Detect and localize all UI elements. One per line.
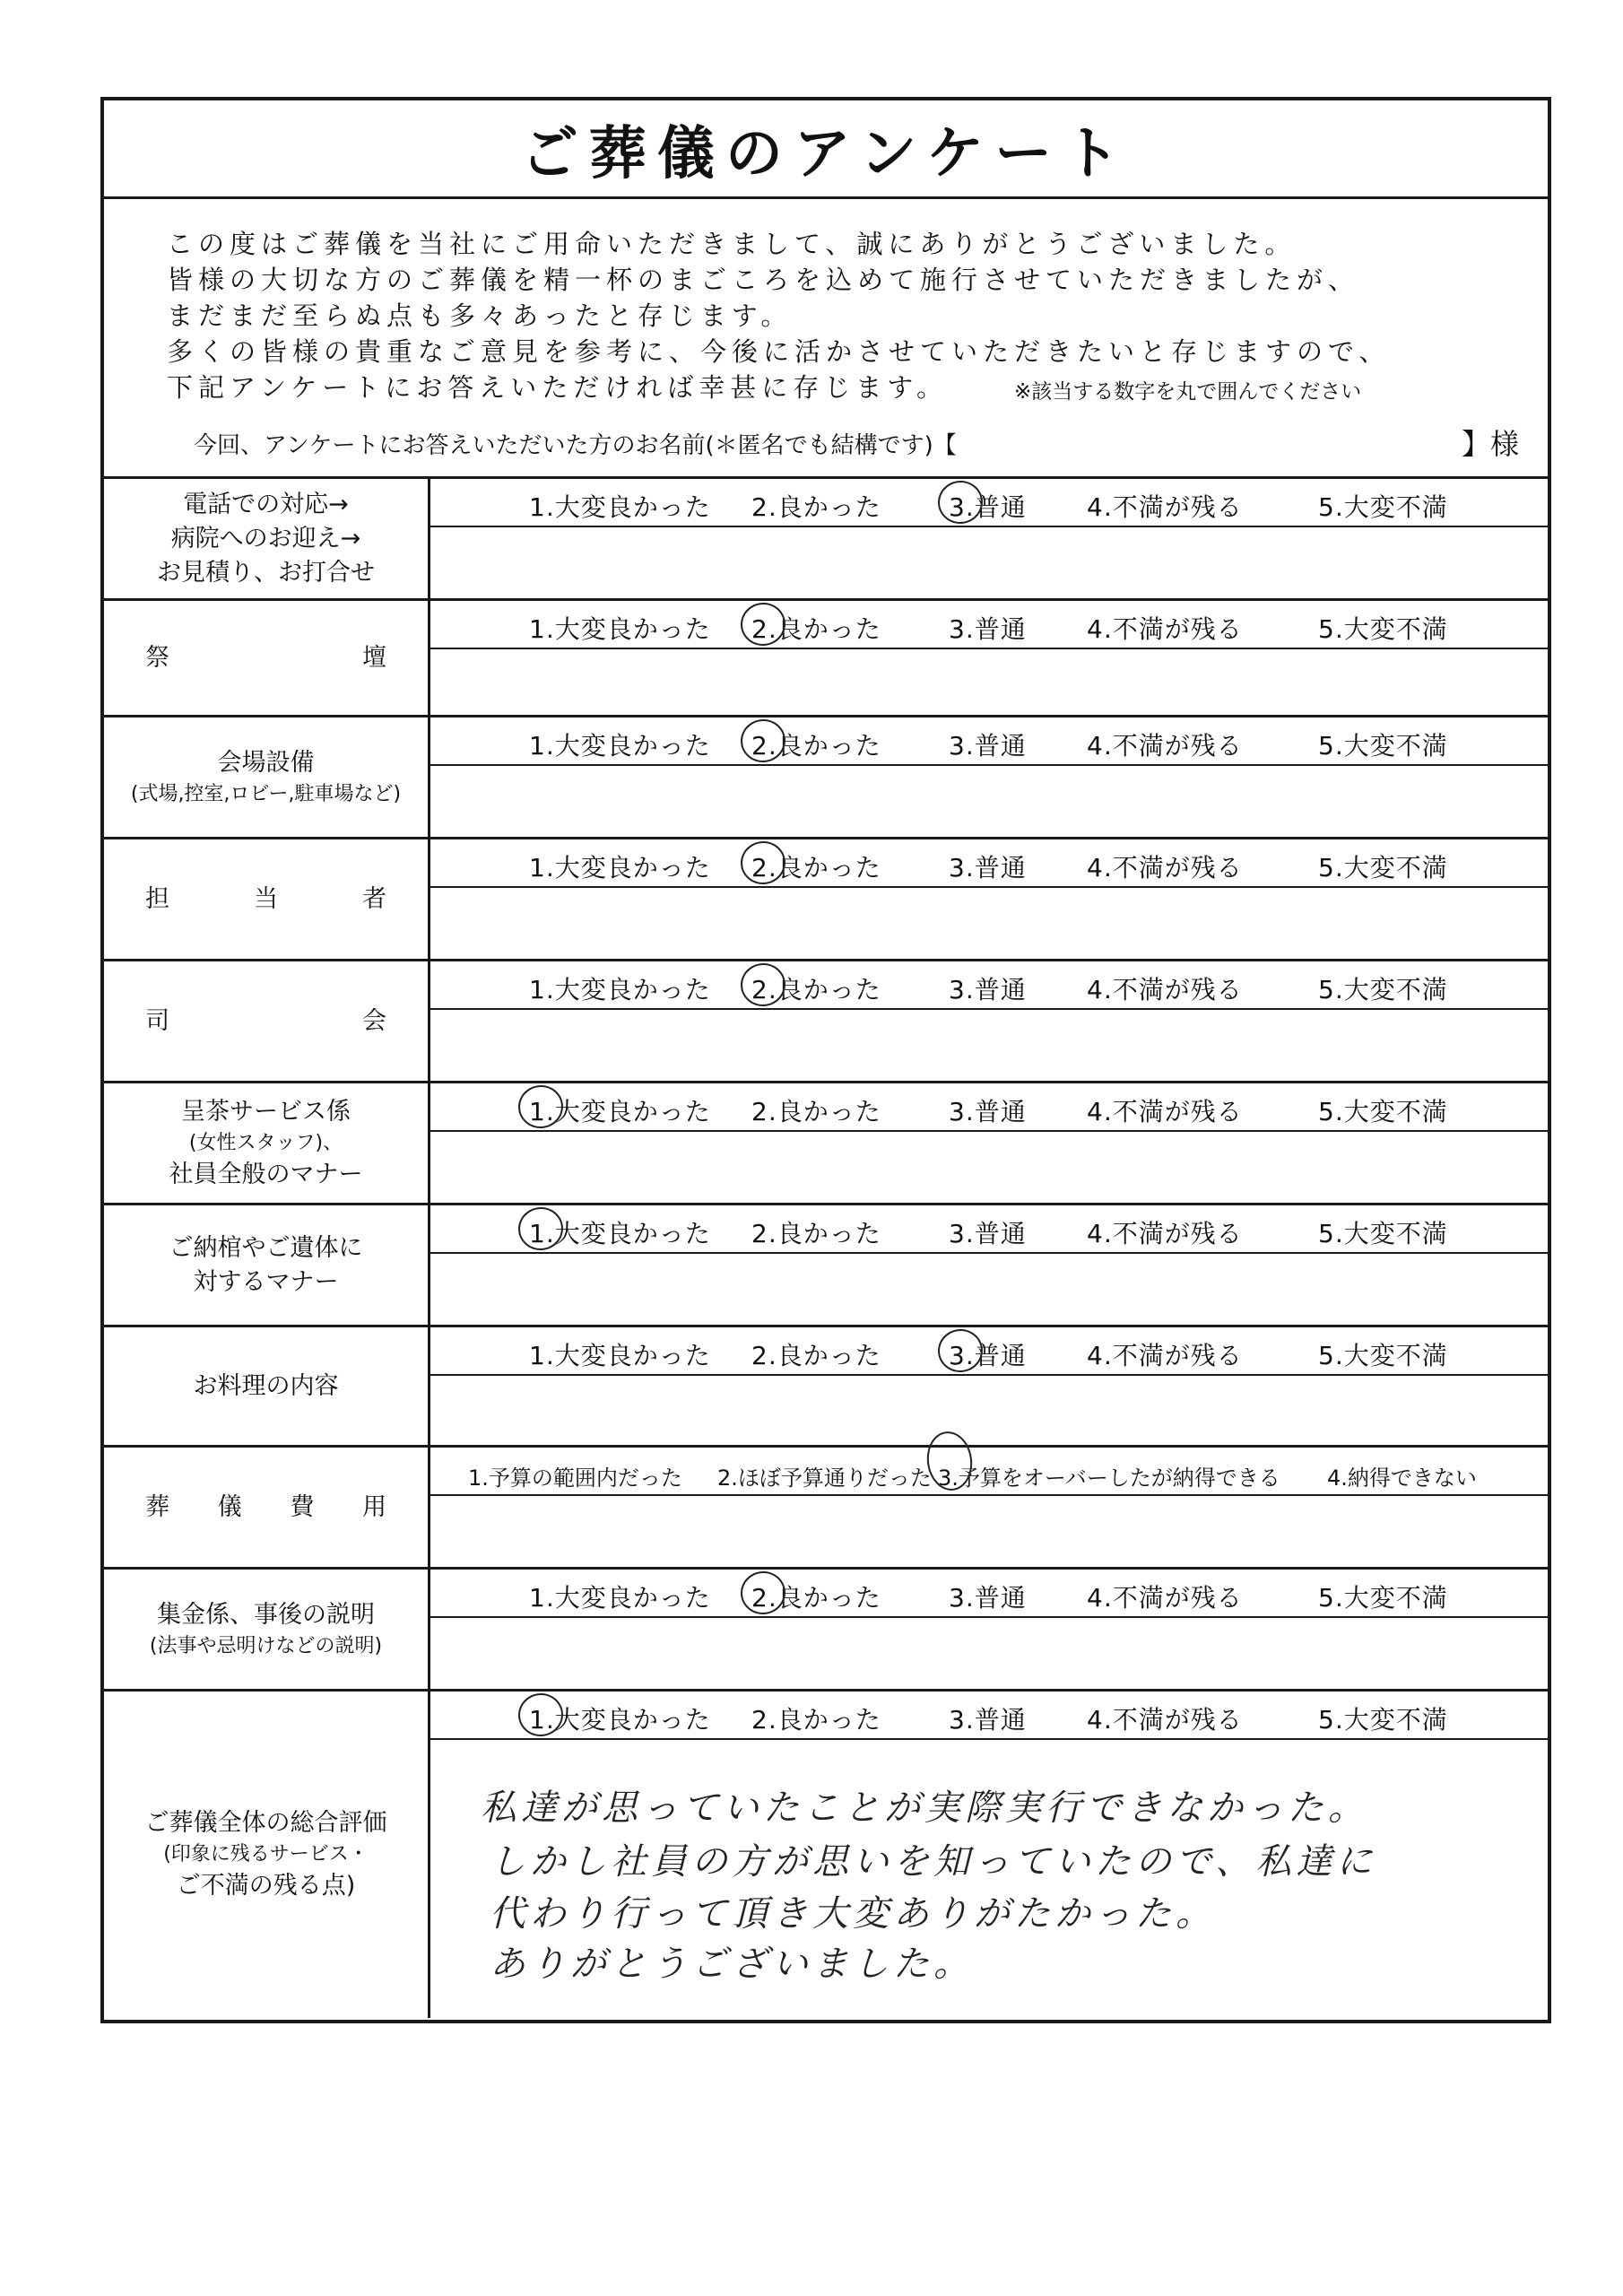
rating-option-1[interactable]: 1.大変良かった	[529, 1219, 711, 1248]
category-cell	[104, 1448, 430, 1567]
rating-option-1[interactable]: 1.大変良かった	[529, 731, 711, 761]
rating-option-5[interactable]: 5.大変不満	[1318, 731, 1448, 761]
options-strip	[430, 839, 1548, 888]
category-label: 会場設備	[217, 748, 315, 777]
rating-option-3[interactable]: 3.普通	[949, 614, 1027, 644]
options-strip	[430, 479, 1548, 527]
survey-form	[100, 97, 1551, 2023]
rating-option-5[interactable]: 5.大変不満	[1318, 975, 1448, 1004]
category-char: 当	[254, 884, 278, 913]
options-strip	[430, 1570, 1548, 1618]
rating-option-4[interactable]: 4.不満が残る	[1087, 1219, 1243, 1248]
rating-option-1[interactable]: 1.大変良かった	[529, 1097, 711, 1126]
rating-row	[104, 1448, 1548, 1570]
rating-option-5[interactable]: 5.大変不満	[1318, 1341, 1448, 1370]
rating-option-3[interactable]: 3.普通	[949, 1705, 1027, 1735]
rating-option-1[interactable]: 1.大変良かった	[529, 1705, 711, 1735]
name-field-label: 今回、アンケートにお答えいただいた方のお名前(＊匿名でも結構です)【	[194, 432, 957, 459]
name-field-end: 】様	[1462, 427, 1520, 461]
category-char: 担	[145, 884, 169, 913]
category-label: (印象に残るサービス・	[163, 1843, 369, 1866]
intro-line: 多くの皆様の貴重なご意見を参考に、今後に活かさせていただきたいと存じますので、	[167, 336, 1391, 367]
options-strip	[430, 961, 1548, 1010]
rating-option-4[interactable]: 4.納得できない	[1327, 1465, 1477, 1491]
rating-option-4[interactable]: 4.不満が残る	[1087, 1583, 1243, 1613]
rating-option-5[interactable]: 5.大変不満	[1318, 1097, 1448, 1126]
rating-option-2[interactable]: 2.良かった	[751, 1341, 881, 1370]
rating-option-1[interactable]: 1.予算の範囲内だった	[468, 1465, 682, 1491]
rating-option-2[interactable]: 2.良かった	[751, 1097, 881, 1126]
category-cell	[104, 839, 430, 959]
category-char: 会	[362, 1006, 386, 1035]
intro-section	[104, 199, 1548, 479]
options-strip	[430, 1205, 1548, 1254]
rating-option-3[interactable]: 3.予算をオーバーしたが納得できる	[938, 1465, 1280, 1491]
rating-option-4[interactable]: 4.不満が残る	[1087, 1341, 1243, 1370]
category-char: 司	[145, 1006, 169, 1035]
rating-option-2[interactable]: 2.良かった	[751, 1705, 881, 1735]
rating-row	[104, 1570, 1548, 1692]
category-label: お見積り、お打合せ	[157, 558, 375, 587]
rating-option-2[interactable]: 2.良かった	[751, 614, 881, 644]
rating-option-3[interactable]: 3.普通	[949, 1097, 1027, 1126]
category-label: 呈茶サービス係	[181, 1097, 351, 1126]
rating-row	[104, 718, 1548, 839]
category-label: 社員全般のマナー	[169, 1160, 363, 1188]
rating-option-4[interactable]: 4.不満が残る	[1087, 1097, 1243, 1126]
category-label	[104, 1491, 428, 1525]
category-char: 祭	[145, 643, 169, 672]
rating-option-3[interactable]: 3.普通	[949, 853, 1027, 883]
options-strip	[430, 1448, 1548, 1496]
handwritten-comment-line: 代わり行って頂き大変ありがたかった。	[490, 1893, 1216, 1935]
rating-option-5[interactable]: 5.大変不満	[1318, 1583, 1448, 1613]
rating-option-1[interactable]: 1.大変良かった	[529, 492, 711, 522]
category-cell	[104, 718, 430, 837]
intro-line: 皆様の大切な方のご葬儀を精一杯のまごころを込めて施行させていただきましたが、	[167, 265, 1360, 295]
title-bar	[104, 100, 1548, 199]
rating-option-1[interactable]: 1.大変良かった	[529, 614, 711, 644]
rating-option-4[interactable]: 4.不満が残る	[1087, 853, 1243, 883]
rating-option-5[interactable]: 5.大変不満	[1318, 1219, 1448, 1248]
intro-line: まだまだ至らぬ点も多々あったと存じます。	[167, 300, 793, 331]
category-cell	[104, 1083, 430, 1203]
rating-option-2[interactable]: 2.良かった	[751, 731, 881, 761]
rating-option-5[interactable]: 5.大変不満	[1318, 1705, 1448, 1735]
category-char: 費	[290, 1492, 315, 1521]
category-cell	[104, 1692, 430, 2018]
rating-row	[104, 961, 1548, 1083]
category-char: 壇	[362, 643, 386, 672]
instruction-note: ※該当する数字を丸で囲んでください	[1014, 380, 1362, 404]
category-label	[104, 641, 428, 675]
options-strip	[430, 601, 1548, 649]
category-label: (女性スタッフ)、	[188, 1131, 343, 1154]
category-char: 用	[361, 1492, 386, 1521]
rating-option-2[interactable]: 2.良かった	[751, 975, 881, 1004]
category-label: 電話での対応→	[183, 490, 349, 518]
category-cell	[104, 961, 430, 1081]
rating-option-2[interactable]: 2.良かった	[751, 492, 881, 522]
rating-option-2[interactable]: 2.良かった	[751, 1219, 881, 1248]
options-strip	[430, 1692, 1548, 1740]
category-label	[104, 1004, 428, 1039]
rating-option-3[interactable]: 3.普通	[949, 492, 1027, 522]
rating-option-4[interactable]: 4.不満が残る	[1087, 975, 1243, 1004]
rating-option-2[interactable]: 2.ほぼ予算通りだった	[717, 1465, 932, 1491]
rating-option-4[interactable]: 4.不満が残る	[1087, 731, 1243, 761]
category-cell	[104, 601, 430, 715]
rating-option-5[interactable]: 5.大変不満	[1318, 853, 1448, 883]
rating-option-1[interactable]: 1.大変良かった	[529, 853, 711, 883]
intro-line: この度はご葬儀を当社にご用命いただきまして、誠にありがとうございました。	[167, 229, 1297, 259]
category-label: お料理の内容	[193, 1371, 339, 1400]
category-label: 病院へのお迎え→	[170, 524, 361, 552]
rating-option-3[interactable]: 3.普通	[949, 1341, 1027, 1370]
rating-option-3[interactable]: 3.普通	[949, 1583, 1027, 1613]
handwritten-comment-line: 私達が思っていたことが実際実行できなかった。	[481, 1787, 1368, 1829]
handwritten-comment-line: ありがとうございました。	[490, 1944, 974, 1985]
category-cell	[104, 479, 430, 598]
category-label: ご納棺やご遺体に	[169, 1233, 363, 1262]
rating-option-3[interactable]: 3.普通	[949, 1219, 1027, 1248]
category-label: (法事や忌明けなどの説明)	[149, 1634, 383, 1657]
rating-row	[104, 1083, 1548, 1205]
rating-row	[104, 479, 1548, 601]
rating-row	[104, 1327, 1548, 1448]
options-strip	[430, 1327, 1548, 1376]
category-label	[104, 883, 428, 917]
options-strip	[430, 1083, 1548, 1132]
category-label: 集金係、事後の説明	[157, 1600, 375, 1629]
rating-option-5[interactable]: 5.大変不満	[1318, 492, 1448, 522]
category-label: ご不満の残る点)	[176, 1872, 356, 1900]
options-strip	[430, 718, 1548, 766]
form-title: ご葬儀のアンケート	[520, 120, 1132, 187]
rating-option-1[interactable]: 1.大変良かった	[529, 1583, 711, 1613]
category-label: 対するマナー	[193, 1267, 339, 1296]
category-char: 者	[362, 884, 386, 913]
handwritten-comment-line: しかし社員の方が思いを知っていたので、私達に	[490, 1841, 1377, 1883]
rating-option-4[interactable]: 4.不満が残る	[1087, 1705, 1243, 1735]
rating-option-2[interactable]: 2.良かった	[751, 853, 881, 883]
rating-option-3[interactable]: 3.普通	[949, 975, 1027, 1004]
category-label: (式場,控室,ロビー,駐車場など)	[130, 782, 402, 805]
category-cell	[104, 1205, 430, 1325]
category-cell	[104, 1570, 430, 1689]
category-char: 儀	[217, 1492, 242, 1521]
rating-option-2[interactable]: 2.良かった	[751, 1583, 881, 1613]
rating-option-5[interactable]: 5.大変不満	[1318, 614, 1448, 644]
rating-option-1[interactable]: 1.大変良かった	[529, 975, 711, 1004]
intro-line: 下記アンケートにお答えいただければ幸甚に存じます。	[167, 372, 948, 403]
rating-option-3[interactable]: 3.普通	[949, 731, 1027, 761]
rating-option-1[interactable]: 1.大変良かった	[529, 1341, 711, 1370]
rating-row	[104, 839, 1548, 961]
category-char: 葬	[145, 1492, 169, 1521]
rating-row	[104, 601, 1548, 718]
category-label: ご葬儀全体の総合評価	[144, 1809, 387, 1837]
respondent-name-row	[104, 418, 1548, 468]
rating-row	[104, 1205, 1548, 1327]
category-cell	[104, 1327, 430, 1445]
rating-option-4[interactable]: 4.不満が残る	[1087, 614, 1243, 644]
rating-option-4[interactable]: 4.不満が残る	[1087, 492, 1243, 522]
